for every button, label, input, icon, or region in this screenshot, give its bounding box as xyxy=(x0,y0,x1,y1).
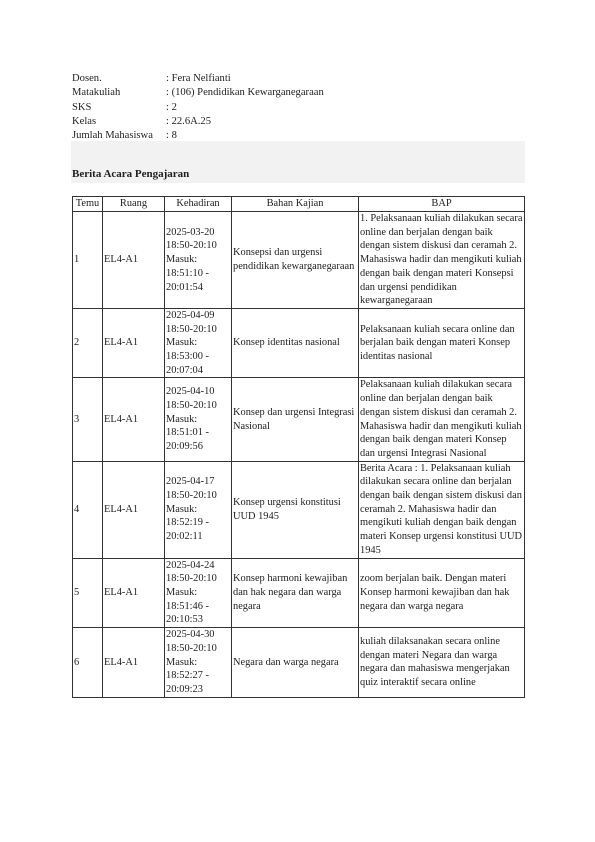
cell-kehadiran: 2025-04-09 18:50-20:10 Masuk: 18:53:00 - 20:07:04 xyxy=(165,308,232,378)
cell-kehadiran: 2025-04-24 18:50-20:10 Masuk: 18:51:46 - 20:10:53 xyxy=(165,558,232,628)
cell-temu: 3 xyxy=(73,378,103,461)
cell-temu: 4 xyxy=(73,461,103,558)
meta-value: : Fera Nelfianti xyxy=(166,73,231,84)
meta-row-kelas xyxy=(72,115,524,129)
table-row xyxy=(73,461,525,558)
cell-bahan-kajian: Konsep harmoni kewajiban dan hak negara dan warga negara xyxy=(232,558,359,628)
header-bap: BAP xyxy=(359,197,525,212)
meta-value: : (106) Pendidikan Kewarganegaraan xyxy=(166,87,324,99)
cell-ruang: EL4-A1 xyxy=(103,628,165,698)
meta-row-sks xyxy=(72,101,524,115)
course-meta xyxy=(72,72,524,143)
table-row xyxy=(73,628,525,698)
cell-bap: Pelaksanaan kuliah secara online dan berjalan baik dengan materi Konsep identitas nasional xyxy=(359,308,525,378)
cell-ruang: EL4-A1 xyxy=(103,378,165,461)
meta-label: Matakuliah xyxy=(72,87,121,99)
cell-kehadiran: 2025-04-10 18:50-20:10 Masuk: 18:51:01 - 20:09:56 xyxy=(165,378,232,461)
meta-label: Dosen. xyxy=(72,73,102,84)
table-row xyxy=(73,308,525,378)
cell-kehadiran: 2025-04-17 18:50-20:10 Masuk: 18:52:19 - 20:02:11 xyxy=(165,461,232,558)
section-title: Berita Acara Pengajaran xyxy=(72,168,190,180)
table-row xyxy=(73,378,525,461)
header-temu: Temu xyxy=(73,197,103,212)
cell-bahan-kajian: Konsep dan urgensi Integrasi Nasional xyxy=(232,378,359,461)
cell-bahan-kajian: Konsep urgensi konstitusi UUD 1945 xyxy=(232,461,359,558)
cell-bahan-kajian: Konsep identitas nasional xyxy=(232,308,359,378)
meta-value: : 22.6A.25 xyxy=(166,115,212,127)
cell-bahan-kajian: Negara dan warga negara xyxy=(232,628,359,698)
table-row xyxy=(73,212,525,309)
header-row xyxy=(73,197,525,212)
table-row xyxy=(73,558,525,628)
header-ruang: Ruang xyxy=(103,197,165,212)
meta-row-matakuliah xyxy=(72,86,524,100)
cell-bap: Berita Acara : 1. Pelaksanaan kuliah dilakukan secara online dan berjalan dengan baik dengan sistem diskusi dan ceramah 2. Mahasiswa hadir dan mengikuti kuliah dengan baik dengan materi Konsep urgensi konstitusi UUD 1945 xyxy=(359,461,525,558)
meta-label: Jumlah Mahasiswa xyxy=(72,130,153,142)
cell-kehadiran: 2025-04-30 18:50-20:10 Masuk: 18:52:27 - 20:09:23 xyxy=(165,628,232,698)
cell-bap: Pelaksanaan kuliah dilakukan secara online dan berjalan dengan baik dengan sistem diskusi dan ceramah 2. Mahasiswa hadir dan mengikuti kuliah dengan baik dengan materi Konsep dan urgensi Integrasi Nasional xyxy=(359,378,525,461)
meta-label: Kelas xyxy=(72,115,97,127)
meta-row-dosen xyxy=(72,72,524,86)
cell-temu: 5 xyxy=(73,558,103,628)
cell-ruang: EL4-A1 xyxy=(103,212,165,309)
header-bahan-kajian: Bahan Kajian xyxy=(232,197,359,212)
cell-bap: zoom berjalan baik. Dengan materi Konsep harmoni kewajiban dan hak negara dan warga negara xyxy=(359,558,525,628)
meta-label: SKS xyxy=(72,101,92,113)
cell-bahan-kajian: Konsepsi dan urgensi pendidikan kewarganegaraan xyxy=(232,212,359,309)
cell-temu: 6 xyxy=(73,628,103,698)
cell-temu: 1 xyxy=(73,212,103,309)
meta-value: : 2 xyxy=(166,101,177,113)
header-kehadiran: Kehadiran xyxy=(165,197,232,212)
cell-ruang: EL4-A1 xyxy=(103,461,165,558)
cell-bap: kuliah dilaksanakan secara online dengan materi Negara dan warga negara dan mahasiswa mengerjakan quiz interaktif secara online xyxy=(359,628,525,698)
meta-value: : 8 xyxy=(166,130,177,142)
cell-ruang: EL4-A1 xyxy=(103,308,165,378)
cell-temu: 2 xyxy=(73,308,103,378)
info-block xyxy=(72,72,524,143)
cell-kehadiran: 2025-03-20 18:50-20:10 Masuk: 18:51:10 - 20:01:54 xyxy=(165,212,232,309)
bap-table xyxy=(72,196,525,698)
cell-ruang: EL4-A1 xyxy=(103,558,165,628)
cell-bap: 1. Pelaksanaan kuliah dilakukan secara online dan berjalan dengan baik dengan sistem diskusi dan ceramah 2. Mahasiswa hadir dan mengikuti kuliah dengan baik dengan materi Konsepsi dan urgensi pendidikan kewarganegaraan xyxy=(359,212,525,309)
